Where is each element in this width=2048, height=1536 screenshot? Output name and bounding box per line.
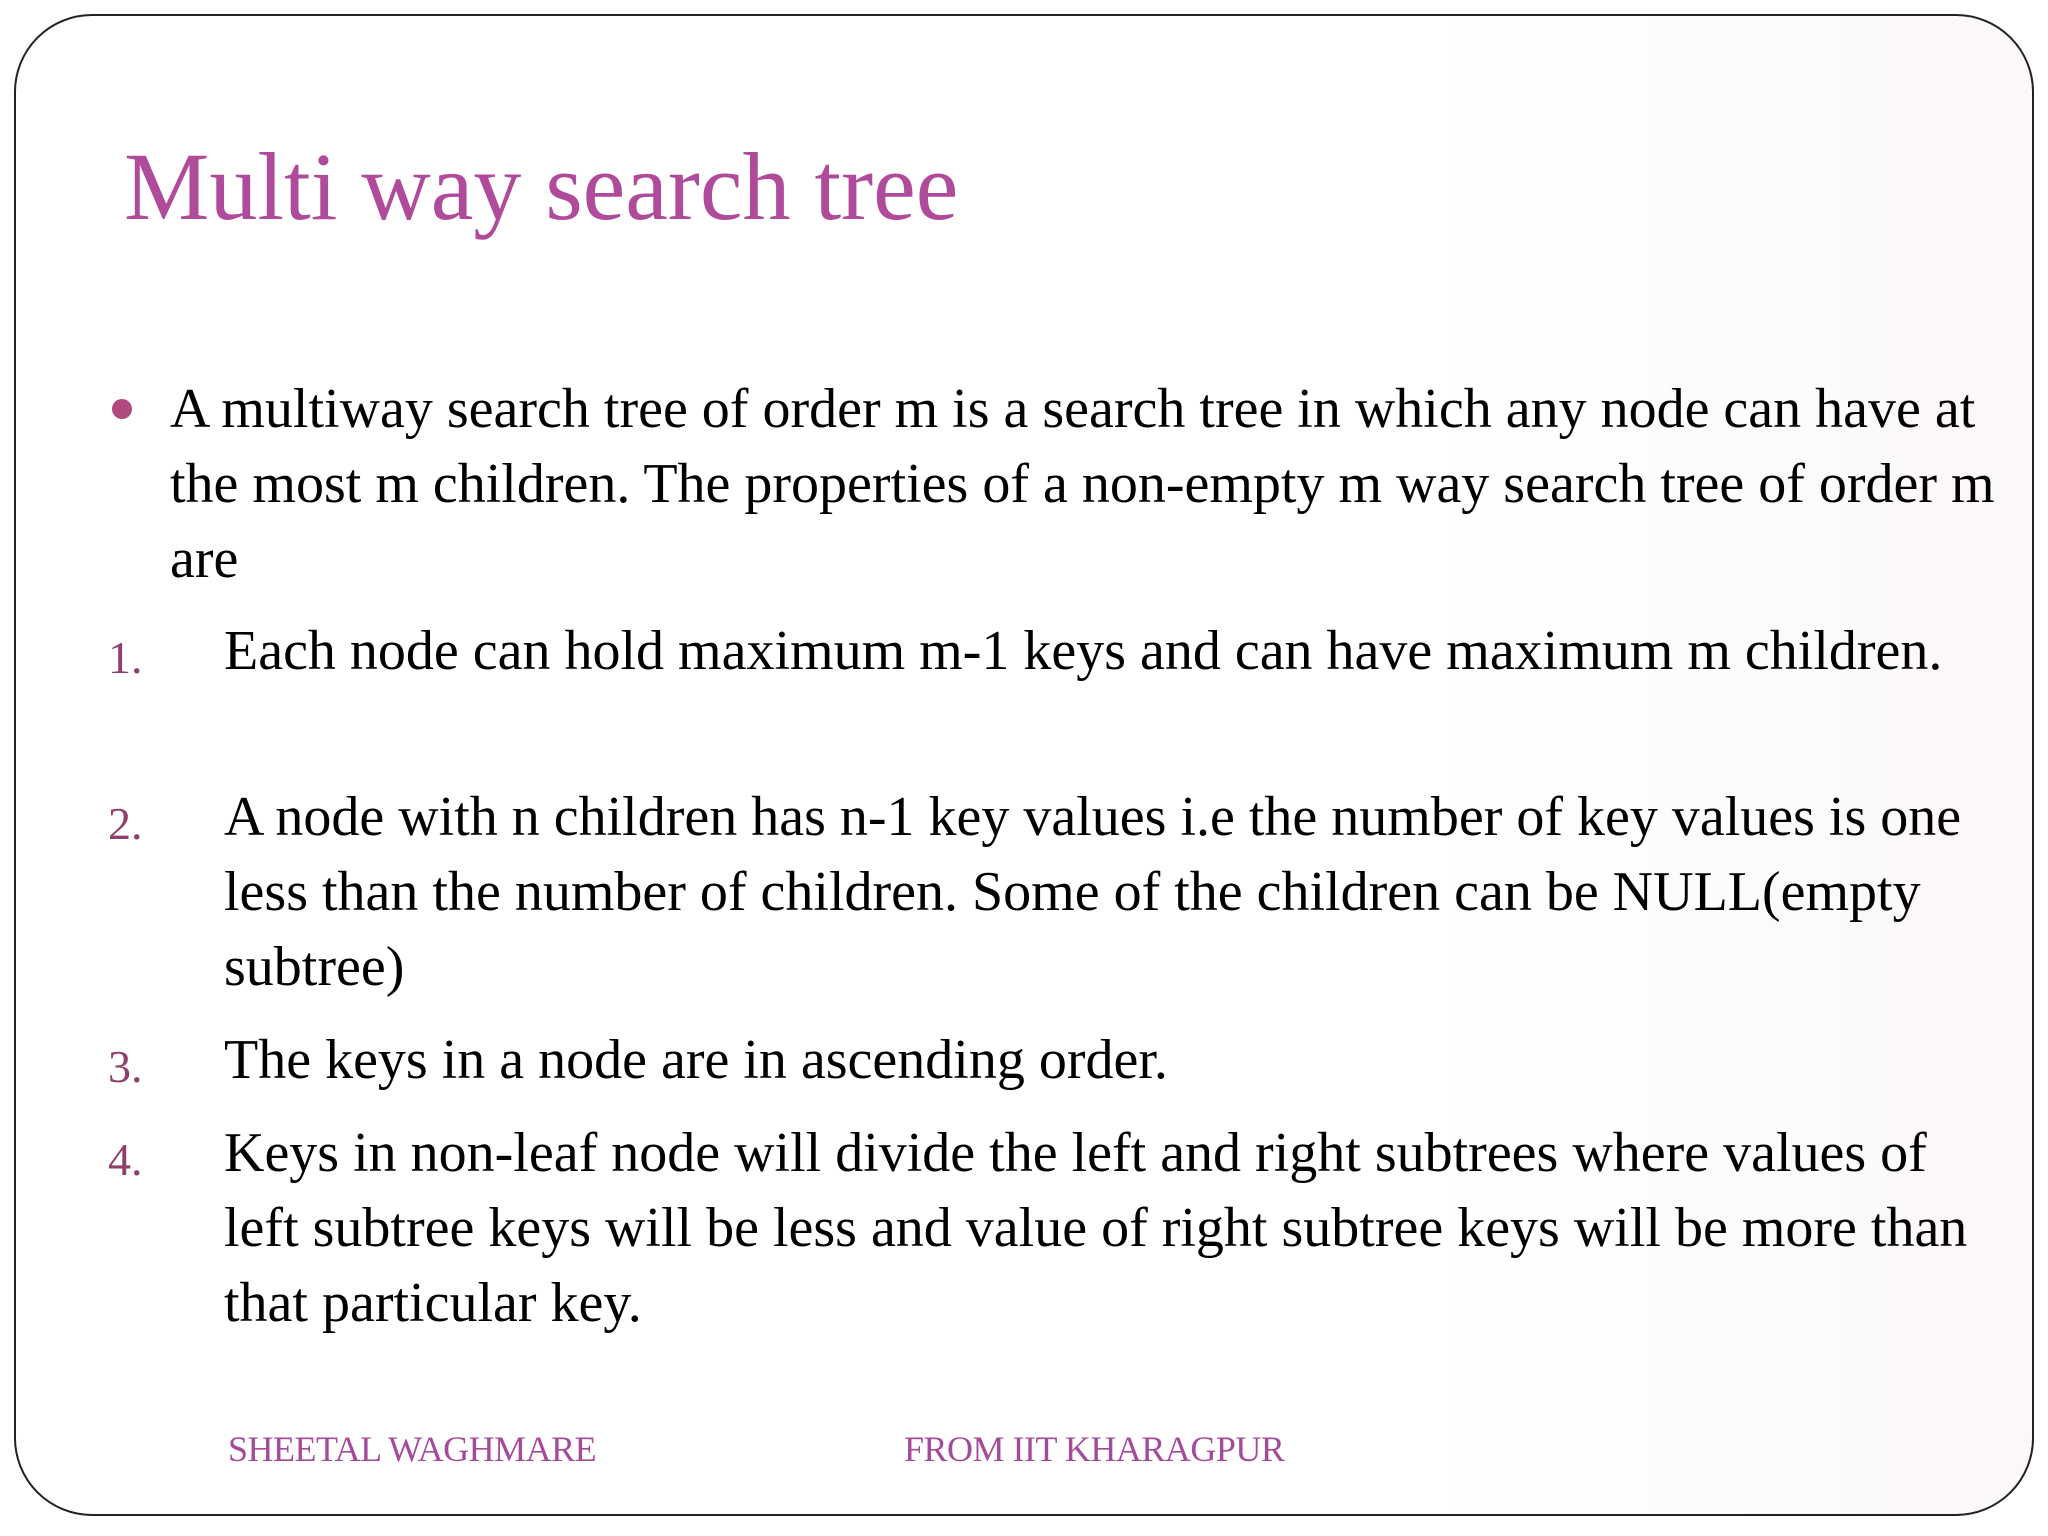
list-item-number-3: 3.	[108, 1041, 143, 1092]
slide-title: Multi way search tree	[124, 133, 959, 240]
intro-bullet-text: A multiway search tree of order m is a search tree in which any node can have at the most m children. The properties of a non-empty m way search tree of order m are	[170, 378, 1995, 590]
list-item-text-1: Each node can hold maximum m-1 keys and can have maximum m children.	[224, 620, 1943, 682]
bullet-icon	[112, 399, 132, 419]
list-item-number-1: 1.	[108, 632, 143, 683]
footer-affiliation: FROM IIT KHARAGPUR	[904, 1429, 1285, 1469]
list-item-number-4: 4.	[108, 1134, 143, 1185]
list-item-text-2: A node with n children has n-1 key values i.e the number of key values is one less than the number of children. Some of the children can be NULL(empty subtree)	[224, 786, 1962, 998]
footer-author: SHEETAL WAGHMARE	[228, 1429, 597, 1469]
list-item-text-3: The keys in a node are in ascending order.	[224, 1029, 1168, 1091]
slide-frame	[14, 14, 2034, 1516]
list-item-text-4: Keys in non-leaf node will divide the left and right subtrees where values of left subtree keys will be less and value of right subtree keys will be more than that particular key.	[224, 1122, 1968, 1334]
list-item-number-2: 2.	[108, 798, 143, 849]
